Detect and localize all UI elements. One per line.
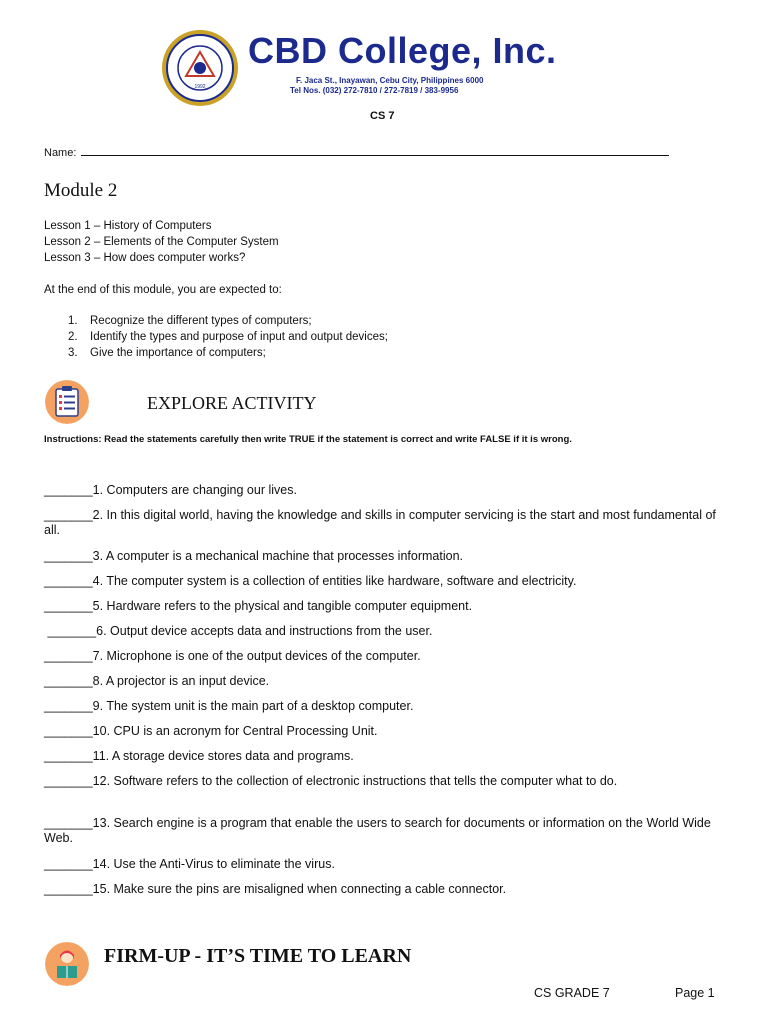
objective-number: 2. bbox=[68, 331, 78, 343]
course-code: CS 7 bbox=[370, 110, 395, 122]
true-false-item: _______3. A computer is a mechanical machine that processes information. bbox=[44, 549, 463, 563]
name-blank-line[interactable] bbox=[81, 145, 669, 156]
true-false-item: _______7. Microphone is one of the output devices of the computer. bbox=[44, 649, 421, 663]
true-false-item: _______9. The system unit is the main part of a desktop computer. bbox=[44, 699, 414, 713]
lesson-item: Lesson 3 – How does computer works? bbox=[44, 252, 246, 264]
college-address: F. Jaca St., Inayawan, Cebu City, Philippines 6000 bbox=[296, 76, 484, 85]
lesson-item: Lesson 1 – History of Computers bbox=[44, 220, 212, 232]
objective-item bbox=[68, 347, 266, 359]
footer-page-number: Page 1 bbox=[675, 986, 715, 1000]
explore-activity-title: EXPLORE ACTIVITY bbox=[147, 393, 317, 413]
objective-item bbox=[68, 315, 312, 327]
checklist-icon bbox=[45, 380, 89, 424]
college-seal-logo bbox=[160, 28, 240, 108]
true-false-item: _______4. The computer system is a collection of entities like hardware, software and electricity. bbox=[44, 574, 577, 588]
objective-text: Give the importance of computers; bbox=[90, 347, 266, 359]
college-telephone: Tel Nos. (032) 272-7810 / 272-7819 / 383-9956 bbox=[290, 86, 459, 95]
true-false-item: _______12. Software refers to the collection of electronic instructions that tells the computer what to do. bbox=[44, 774, 618, 788]
name-label: Name: bbox=[44, 147, 77, 159]
true-false-item: _______14. Use the Anti-Virus to eliminate the virus. bbox=[44, 857, 335, 871]
true-false-item: _______1. Computers are changing our lives. bbox=[44, 483, 297, 497]
lesson-item: Lesson 2 – Elements of the Computer System bbox=[44, 236, 279, 248]
true-false-item: _______10. CPU is an acronym for Central Processing Unit. bbox=[44, 724, 378, 738]
college-name: CBD College, Inc. bbox=[248, 30, 557, 71]
objective-number: 3. bbox=[68, 347, 78, 359]
true-false-item: _______11. A storage device stores data and programs. bbox=[44, 749, 354, 763]
true-false-item: _______2. In this digital world, having the knowledge and skills in computer servicing is the start and most fundamental of all. bbox=[44, 508, 716, 537]
true-false-item: _______13. Search engine is a program that enable the users to search for documents or information on the World Wide Web. bbox=[44, 816, 711, 845]
true-false-item: _______8. A projector is an input device. bbox=[44, 674, 270, 688]
objective-item bbox=[68, 331, 388, 343]
activity-instructions: Instructions: Read the statements carefully then write TRUE if the statement is correct and write FALSE if it is wrong. bbox=[44, 434, 572, 445]
reader-icon bbox=[45, 942, 89, 986]
true-false-item: _______15. Make sure the pins are misaligned when connecting a cable connector. bbox=[44, 882, 507, 896]
objective-text: Recognize the different types of computers; bbox=[90, 315, 312, 327]
true-false-item: _______6. Output device accepts data and instructions from the user. bbox=[44, 624, 433, 638]
objective-text: Identify the types and purpose of input and output devices; bbox=[90, 331, 388, 343]
firm-up-title: FIRM-UP - IT’S TIME TO LEARN bbox=[104, 945, 412, 967]
objective-number: 1. bbox=[68, 315, 78, 327]
module-title: Module 2 bbox=[44, 180, 118, 201]
svg-text:1992: 1992 bbox=[194, 84, 206, 90]
footer-grade: CS GRADE 7 bbox=[534, 986, 610, 1000]
name-field-row bbox=[44, 145, 669, 159]
true-false-item: _______5. Hardware refers to the physical and tangible computer equipment. bbox=[44, 599, 473, 613]
objectives-intro: At the end of this module, you are expected to: bbox=[44, 284, 282, 296]
